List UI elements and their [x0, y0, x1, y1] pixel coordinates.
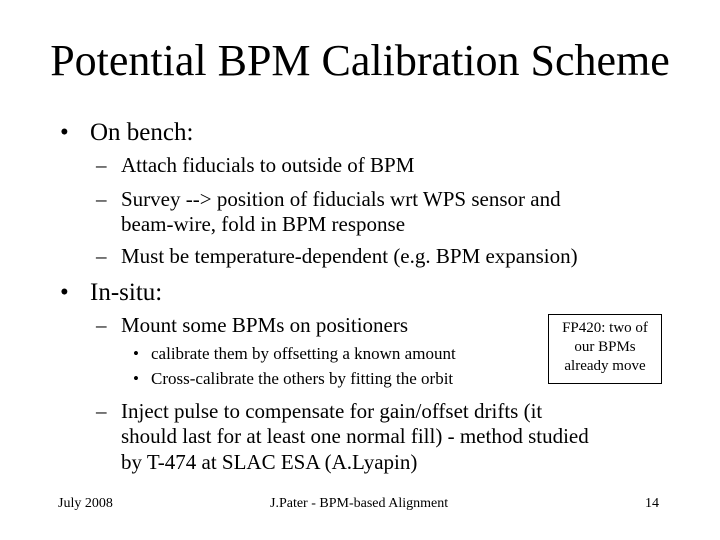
callout-line: our BPMs — [574, 339, 636, 355]
bullet-dot-icon: • — [60, 119, 69, 146]
bullet-dot-icon: • — [60, 279, 69, 306]
callout-line: already move — [564, 358, 646, 374]
sub-bullet — [96, 399, 542, 424]
bullet-dot-icon: • — [133, 344, 139, 363]
bullet-in-situ — [60, 278, 162, 307]
sub-bullet — [96, 313, 408, 338]
footer-date: July 2008 — [58, 496, 113, 511]
sub-bullet-continuation: by T-474 at SLAC ESA (A.Lyapin) — [121, 450, 418, 474]
sub-bullet — [96, 244, 578, 269]
sub-bullet-text: Attach fiducials to outside of BPM — [121, 153, 415, 177]
sub-bullet-continuation: should last for at least one normal fill) - method studied — [121, 424, 589, 448]
dash-icon: – — [96, 153, 107, 177]
dash-icon: – — [96, 399, 107, 423]
footer-title: J.Pater - BPM-based Alignment — [270, 496, 449, 511]
sub-bullet-text: Inject pulse to compensate for gain/offset drifts (it — [121, 399, 543, 423]
bullet-dot-icon: • — [133, 369, 139, 388]
callout-line: FP420: two of — [562, 320, 648, 336]
dash-icon: – — [96, 244, 107, 268]
sub-bullet-text: Survey --> position of fiducials wrt WPS sensor and — [121, 187, 561, 211]
sub-sub-bullet — [133, 343, 456, 365]
callout-box — [548, 314, 662, 384]
dash-icon: – — [96, 187, 107, 211]
sub-bullet — [96, 153, 414, 178]
sub-sub-bullet — [133, 368, 453, 390]
sub-sub-bullet-text: Cross-calibrate the others by fitting the orbit — [151, 369, 454, 388]
sub-sub-bullet-text: calibrate them by offsetting a known amount — [151, 344, 456, 363]
sub-bullet-continuation: beam-wire, fold in BPM response — [121, 212, 406, 236]
sub-bullet — [96, 187, 561, 212]
sub-bullet-text: Must be temperature-dependent (e.g. BPM expansion) — [121, 244, 578, 268]
sub-bullet-text: Mount some BPMs on positioners — [121, 313, 409, 337]
bullet-on-bench — [60, 118, 193, 147]
slide-title: Potential BPM Calibration Scheme — [50, 36, 670, 85]
bullet-label: In-situ: — [90, 279, 163, 306]
dash-icon: – — [96, 313, 107, 337]
page-number: 14 — [645, 496, 659, 511]
bullet-label: On bench: — [90, 119, 194, 146]
